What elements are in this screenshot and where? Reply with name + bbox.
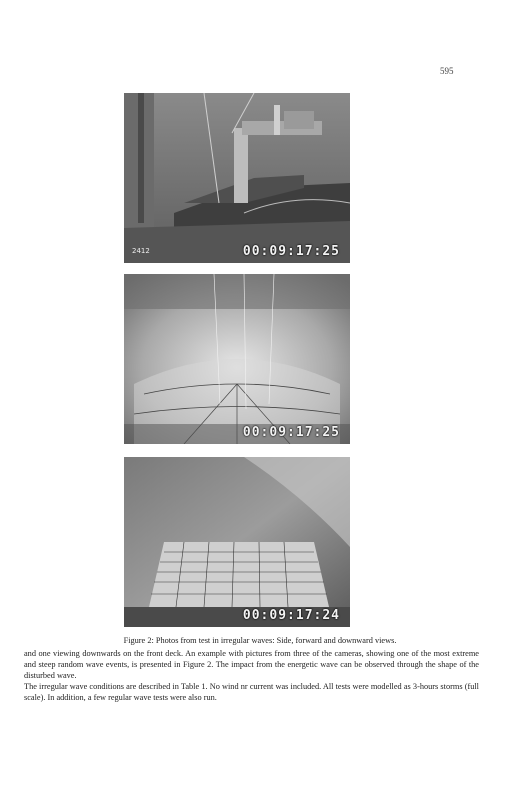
photo-side-view [124,93,350,263]
photo-downward-view [124,457,350,627]
page-number: 595 [440,66,454,76]
photo-forward-view [124,274,350,444]
figure-caption: Figure 2: Photos from test in irregular waves: Side, forward and downward views. [123,636,397,645]
photo-forward-view-image [124,274,350,444]
photo-forward-view-timestamp: 00:09:17:25 [242,425,340,440]
photo-side-view-timestamp: 00:09:17:25 [242,244,340,259]
paragraph-2: The irregular wave conditions are described in Table 1. No wind nr current was included. All tests were modelled as 3-hours storms (full scale). In addition, a few regular wave tests were also run. [24,682,479,702]
body-text [24,648,479,703]
paragraph-1: and one viewing downwards on the front deck. An example with pictures from three of the cameras, showing one of the most extreme and steep random wave events, is presented in Figure 2. The impact from the energetic wave can be observed through the shape of the disturbed wave. [24,649,479,680]
photo-downward-view-timestamp: 00:09:17:24 [242,608,340,623]
photo-downward-view-image [124,457,350,627]
photo-side-view-image [124,93,350,263]
photo-side-view-label: 2412 [132,247,150,255]
